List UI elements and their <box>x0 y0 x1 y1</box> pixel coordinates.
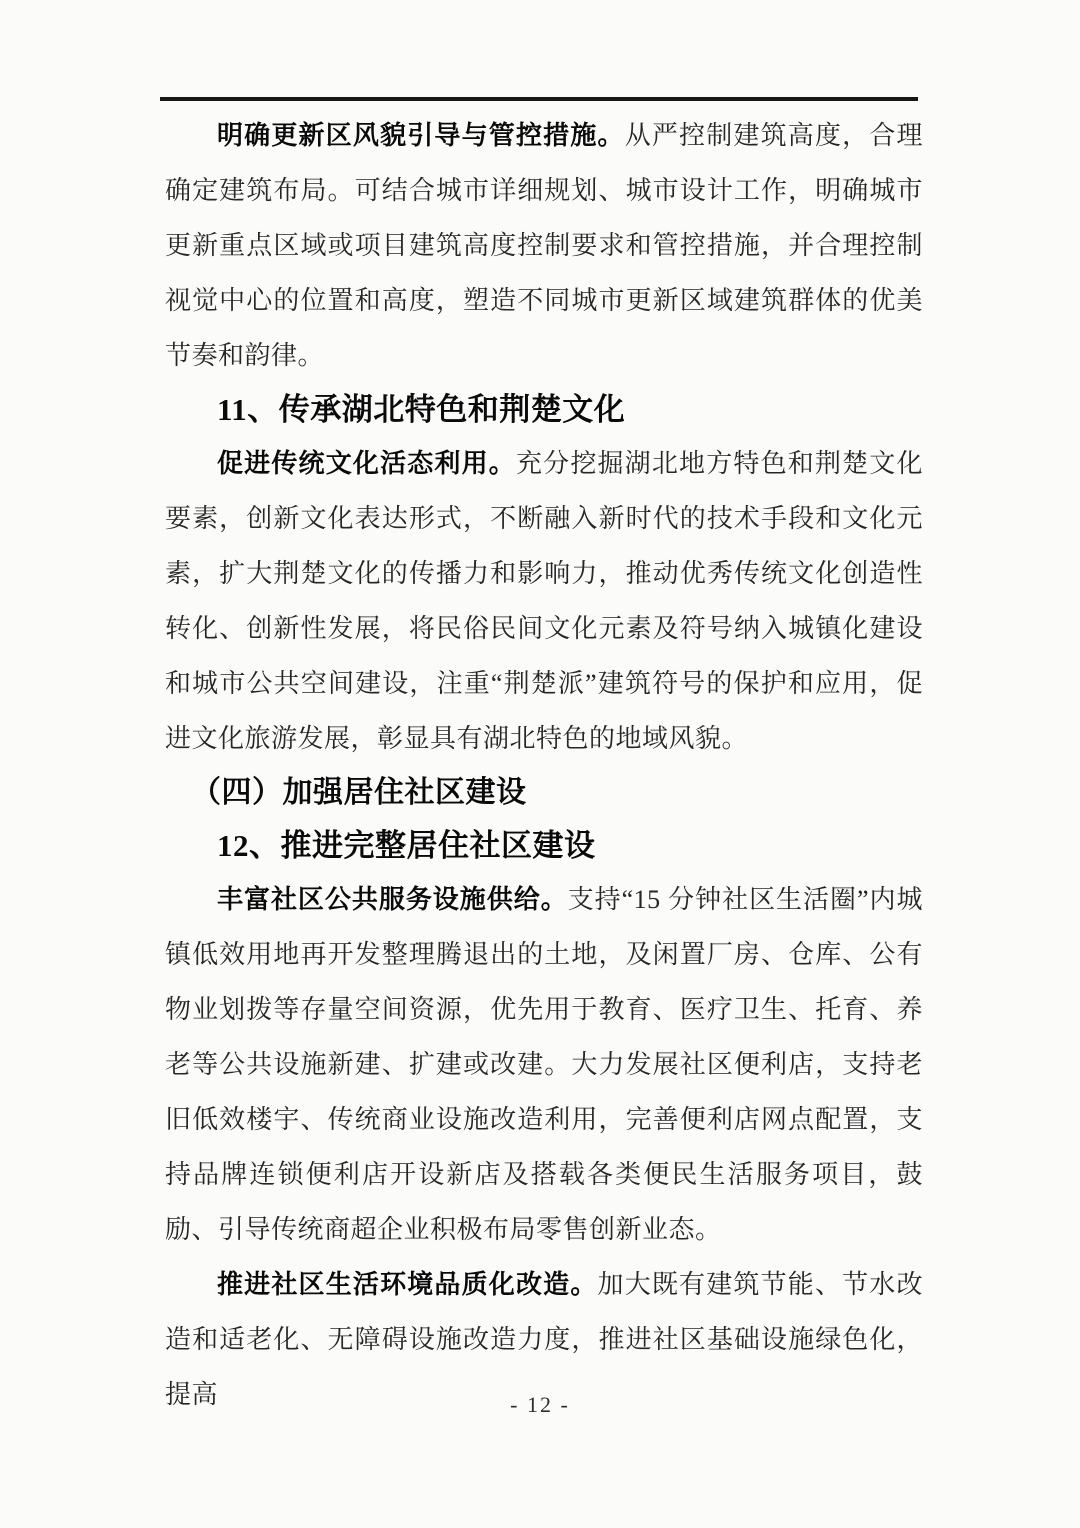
paragraph-lead: 促进传统文化活态利用。 <box>217 449 516 478</box>
page-footer <box>0 1392 1080 1418</box>
paragraph <box>165 108 923 383</box>
paragraph-lead: 推进社区生活环境品质化改造。 <box>217 1270 598 1299</box>
heading-section: （四）加强居住社区建设 <box>191 776 527 809</box>
paragraph-lead: 明确更新区风貌引导与管控措施。 <box>217 121 625 150</box>
paragraph-text: 加大既有建筑节能、节水改造和适老化、无障碍设施改造力度，推进社区基础设施绿色化，提高 <box>165 1270 923 1409</box>
paragraph <box>165 436 923 766</box>
paragraph-text: 从严控制建筑高度，合理确定建筑布局。可结合城市详细规划、城市设计工作，明确城市更新重点区域或项目建筑高度控制要求和管控措施，并合理控制视觉中心的位置和高度，塑造不同城市更新区域建筑群体的优美节奏和韵律。 <box>165 121 923 370</box>
paragraph-text: 支持“15 分钟社区生活圈”内城镇低效用地再开发整理腾退出的土地，及闲置厂房、仓库、公有物业划拨等存量空间资源，优先用于教育、医疗卫生、托育、养老等公共设施新建、扩建或改建。大力发展社区便利店，支持老旧低效楼宇、传统商业设施改造利用，完善便利店网点配置，支持品牌连锁便利店开设新店及搭载各类便民生活服务项目，鼓励、引导传统商超企业积极布局零售创新业态。 <box>165 885 923 1244</box>
paragraph-lead: 丰富社区公共服务设施供给。 <box>217 885 568 914</box>
paragraph-text: 充分挖掘湖北地方特色和荆楚文化要素，创新文化表达形式，不断融入新时代的技术手段和文化元素，扩大荆楚文化的传播力和影响力，推动优秀传统文化创造性转化、创新性发展，将民俗民间文化元素及符号纳入城镇化建设和城市公共空间建设，注重“荆楚派”建筑符号的保护和应用，促进文化旅游发展，彰显具有湖北特色的地域风貌。 <box>165 449 923 753</box>
header-rule <box>160 97 918 101</box>
heading-item: 12、推进完整居住社区建设 <box>217 828 596 863</box>
page-number: - 12 - <box>510 1392 570 1417</box>
paragraph <box>165 872 923 1257</box>
heading-item: 11、传承湖北特色和荆楚文化 <box>217 392 626 427</box>
document-body <box>165 108 923 1422</box>
